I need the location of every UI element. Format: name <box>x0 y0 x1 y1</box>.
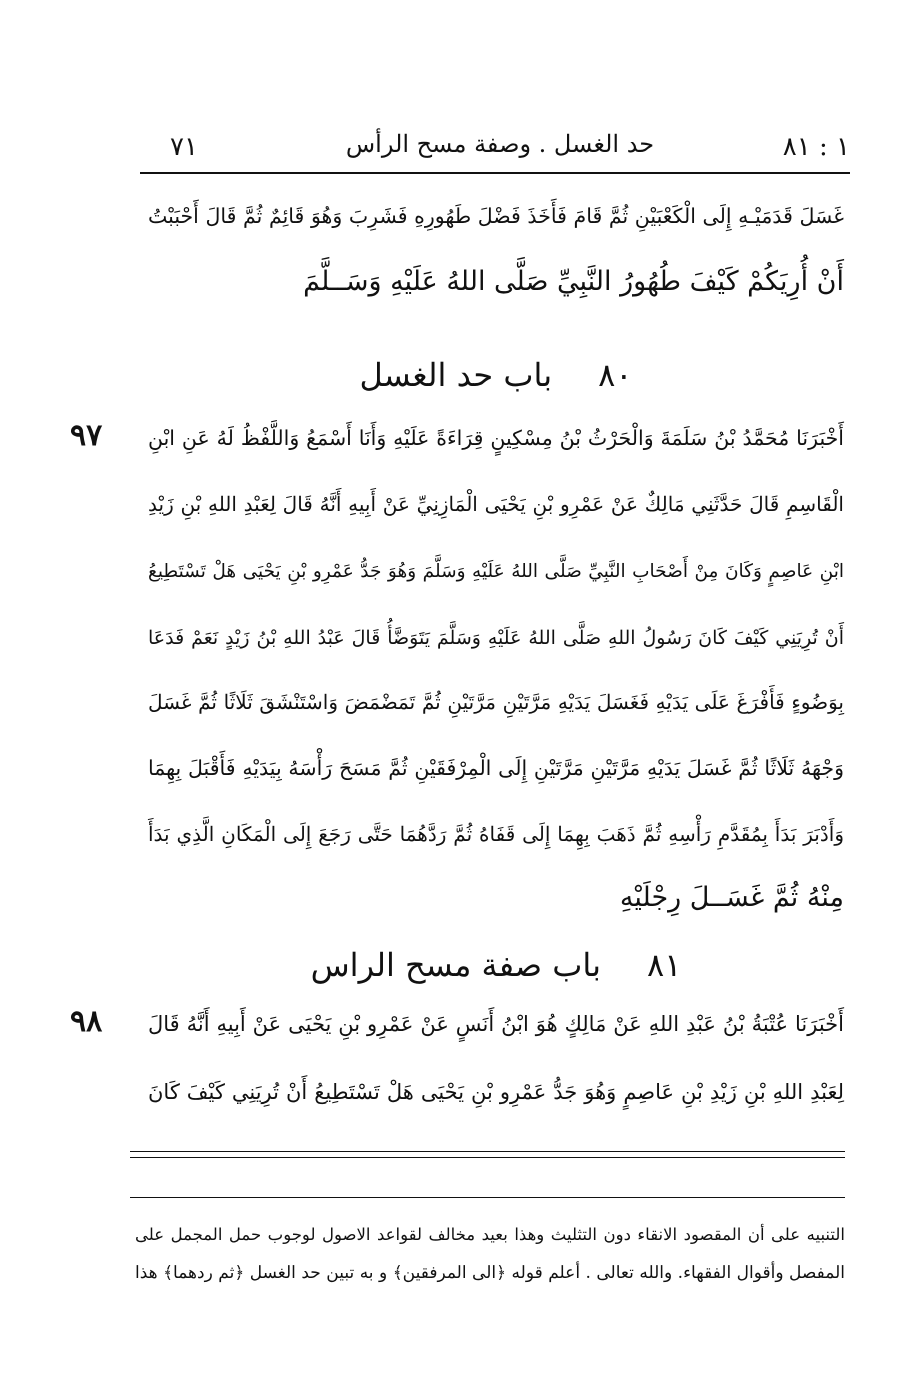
text-line: وَجْهَهُ ثَلَاثًا ثُمَّ غَسَلَ يَدَيْهِ مَرَّتَيْنِ مَرَّتَيْنِ إِلَى الْمِرْفَقَيْنِ ثُمَّ مَسَحَ رَأْسَهُ بِيَدَيْهِ فَأَقْبَلَ بِهِمَا <box>148 756 844 780</box>
hadith-number-97: ٩٧ <box>70 418 103 453</box>
text-line: الْقَاسِمِ قَالَ حَدَّثَنِي مَالِكٌ عَنْ عَمْرِو بْنِ يَحْيَى الْمَازِنِيِّ عَنْ أَبِيهِ أَنَّهُ قَالَ لِعَبْدِ اللهِ بْنِ زَيْدِ <box>148 492 844 516</box>
text-line: أَنْ تُرِيَنِي كَيْفَ كَانَ رَسُولُ اللهِ صَلَّى اللهُ عَلَيْهِ وَسَلَّمَ يَتَوَضَّأُ قَالَ عَبْدُ اللهِ بْنُ زَيْدٍ نَعَمْ فَدَعَا <box>148 627 844 649</box>
chapter-title: باب حد الغسل <box>359 356 553 394</box>
running-head <box>150 118 850 168</box>
chapter-reference: ١ : ٨١ <box>782 132 850 162</box>
chapter-number: ٨٠ <box>598 356 633 394</box>
body-end-rule <box>130 1151 845 1152</box>
chapter-heading-81 <box>148 940 844 990</box>
text-line: أَخْبَرَنَا عُتْبَةُ بْنُ عَبْدِ اللهِ عَنْ مَالِكٍ هُوَ ابْنُ أَنَسٍ عَنْ عَمْرِو بْنِ يَحْيَى عَنْ أَبِيهِ أَنَّهُ قَالَ <box>148 1012 844 1036</box>
text-line: غَسَلَ قَدَمَيْـهِ إِلَى الْكَعْبَيْنِ ثُمَّ قَامَ فَأَخَذَ فَضْلَ طَهُورِهِ فَشَرِبَ وَهُوَ قَائِمٌ ثُمَّ قَالَ أَحْبَبْتُ <box>148 204 844 228</box>
text-line: بِوَضُوءٍ فَأَفْرَغَ عَلَى يَدَيْهِ فَغَسَلَ يَدَيْهِ مَرَّتَيْنِ مَرَّتَيْنِ ثُمَّ تَمَضْمَضَ وَاسْتَنْشَقَ ثَلَاثًا ثُمَّ غَسَلَ <box>148 690 845 714</box>
text-line: ابْنِ عَاصِمٍ وَكَانَ مِنْ أَصْحَابِ النَّبِيِّ صَلَّى اللهُ عَلَيْهِ وَسَلَّمَ وَهُوَ جَدُّ عَمْرِو بْنِ يَحْيَى هَلْ تَسْتَطِيعُ <box>148 561 844 582</box>
header-rule <box>140 172 850 174</box>
footnote-line: المفصل وأقوال الفقهاء. والله تعالى . أعلم قوله ﴿الى المرفقين﴾ و به تبين حد الغسل ﴿ثم ردهما﴾ هذا <box>135 1263 845 1283</box>
page-number: ٧١ <box>170 132 198 162</box>
chapter-heading-80 <box>148 350 844 400</box>
text-line: أَنْ أُرِيَكُمْ كَيْفَ طُهُورُ النَّبِيِّ صَلَّى اللهُ عَلَيْهِ وَسَــلَّمَ <box>303 266 844 297</box>
body-end-rule <box>130 1157 845 1158</box>
running-title: حد الغسل . وصفة مسح الرأس <box>345 130 655 158</box>
chapter-number: ٨١ <box>647 946 682 984</box>
text-line: أَخْبَرَنَا مُحَمَّدُ بْنُ سَلَمَةَ وَالْحَرْثُ بْنُ مِسْكِينٍ قِرَاءَةً عَلَيْهِ وَأَنَا أَسْمَعُ وَاللَّفْظُ لَهُ عَنِ ابْنِ <box>148 426 844 450</box>
footnote-line: التنبيه على أن المقصود الانقاء دون التثليث وهذا بعيد مخالف لقواعد الاصول لوجوب حمل المجمل على <box>135 1225 845 1244</box>
hadith-number-98: ٩٨ <box>70 1004 103 1039</box>
chapter-title: باب صفة مسح الراس <box>310 946 602 984</box>
text-line: لِعَبْدِ اللهِ بْنِ زَيْدِ بْنِ عَاصِمٍ وَهُوَ جَدُّ عَمْرِو بْنِ يَحْيَى هَلْ تَسْتَطِيعُ أَنْ تُرِيَنِي كَيْفَ كَانَ <box>148 1080 844 1104</box>
text-line: وَأَدْبَرَ بَدَأَ بِمُقَدَّمِ رَأْسِهِ ثُمَّ ذَهَبَ بِهِمَا إِلَى قَفَاهُ ثُمَّ رَدَّهُمَا حَتَّى رَجَعَ إِلَى الْمَكَانِ الَّذِي بَدَأَ <box>148 822 844 846</box>
footnote-rule <box>130 1197 845 1198</box>
text-line: مِنْهُ ثُمَّ غَسَــلَ رِجْلَيْهِ <box>619 882 844 913</box>
